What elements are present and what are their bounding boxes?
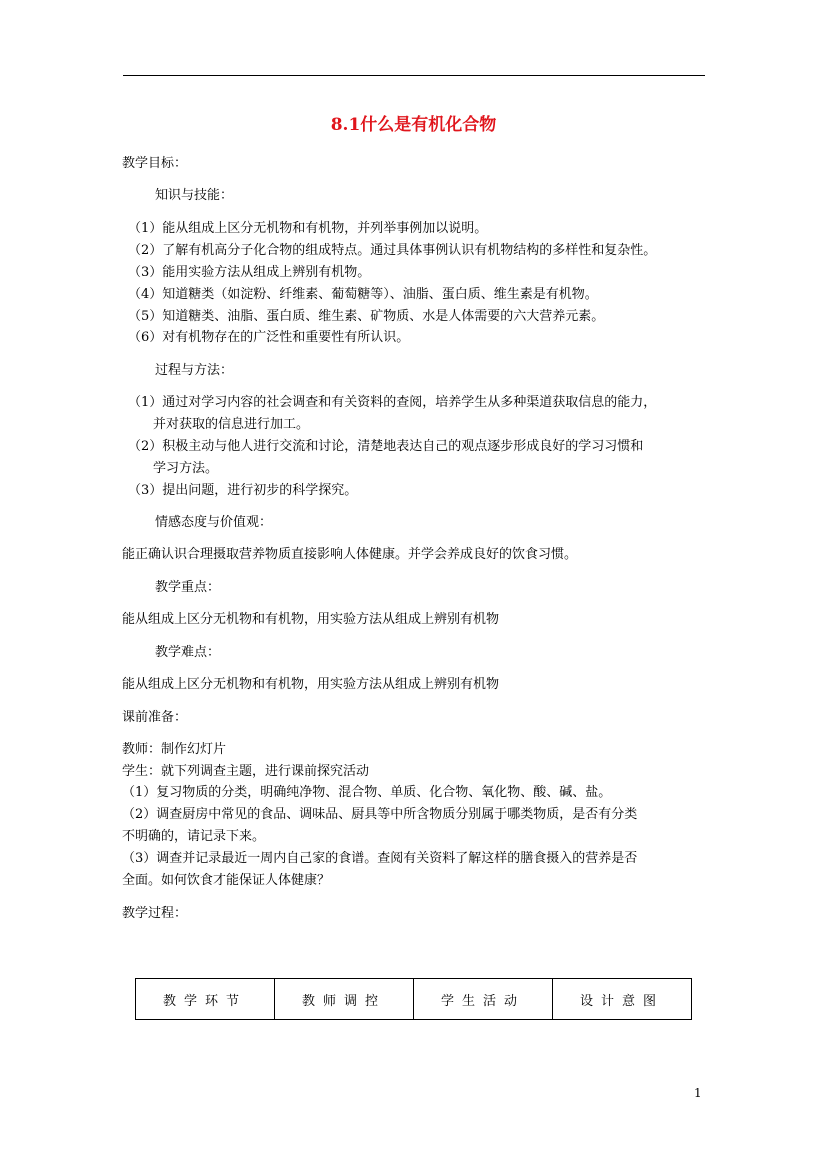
preparation-item: （2）调查厨房中常见的食品、调味品、厨具等中所含物质分别属于哪类物质，是否有分类 [122, 807, 638, 822]
process-item: （3）提出问题，进行初步的科学探究。 [128, 483, 358, 498]
heading-objectives: 教学目标： [122, 156, 188, 171]
lesson-table-header [135, 978, 692, 1020]
subheading-attitude: 情感态度与价值观： [155, 515, 273, 530]
attitude-text: 能正确认识合理摄取营养物质直接影响人体健康。并学会养成良好的饮食习惯。 [122, 547, 578, 562]
objective-item: （3）能用实验方法从组成上辨别有机物。 [128, 265, 371, 280]
subheading-key-points: 教学重点： [155, 580, 221, 595]
table-header-cell: 设计意图 [579, 993, 664, 1009]
preparation-item-continued: 全面。如何饮食才能保证人体健康？ [122, 873, 331, 888]
process-item-continued: 学习方法。 [153, 461, 219, 476]
subheading-difficulties: 教学难点： [155, 645, 221, 660]
preparation-item: （3）调查并记录最近一周内自己家的食谱。查阅有关资料了解这样的膳食摄入的营养是否 [122, 851, 638, 866]
objective-item: （1）能从组成上区分无机物和有机物，并列举事例加以说明。 [128, 221, 488, 236]
preparation-item: （1）复习物质的分类，明确纯净物、混合物、单质、化合物、氧化物、酸、碱、盐。 [122, 785, 612, 800]
objective-item: （2）了解有机高分子化合物的组成特点。通过具体事例认识有机物结构的多样性和复杂性。 [128, 243, 657, 258]
document-title: 8.1什么是有机化合物 [330, 115, 497, 135]
process-item: （1）通过对学习内容的社会调查和有关资料的查阅，培养学生从多种渠道获取信息的能力， [128, 395, 657, 410]
preparation-teacher: 教师：制作幻灯片 [122, 742, 227, 757]
table-header-cell: 学生活动 [414, 979, 553, 1019]
heading-process: 教学过程： [122, 906, 188, 921]
subheading-process: 过程与方法： [155, 363, 234, 378]
objective-item: （5）知道糖类、油脂、蛋白质、维生素、矿物质、水是人体需要的六大营养元素。 [128, 309, 605, 324]
preparation-item-continued: 不明确的，请记录下来。 [122, 829, 266, 844]
objective-item: （6）对有机物存在的广泛性和重要性有所认识。 [128, 330, 410, 345]
process-item: （2）积极主动与他人进行交流和讨论，清楚地表达自己的观点逐步形成良好的学习习惯和 [128, 439, 644, 454]
heading-preparation: 课前准备： [122, 710, 188, 725]
table-header-cell: 教师调控 [275, 979, 414, 1019]
key-points-text: 能从组成上区分无机物和有机物，用实验方法从组成上辨别有机物 [122, 612, 500, 627]
preparation-student: 学生：就下列调查主题，进行课前探究活动 [122, 764, 370, 779]
page-number: 1 [694, 1086, 702, 1100]
header-rule [123, 75, 705, 76]
objective-item: （4）知道糖类（如淀粉、纤维素、葡萄糖等）、油脂、蛋白质、维生素是有机物。 [128, 287, 598, 302]
process-item-continued: 并对获取的信息进行加工。 [153, 417, 310, 432]
subheading-knowledge: 知识与技能： [155, 188, 234, 203]
table-header-cell: 教学环节 [136, 979, 275, 1019]
difficulties-text: 能从组成上区分无机物和有机物，用实验方法从组成上辨别有机物 [122, 677, 500, 692]
